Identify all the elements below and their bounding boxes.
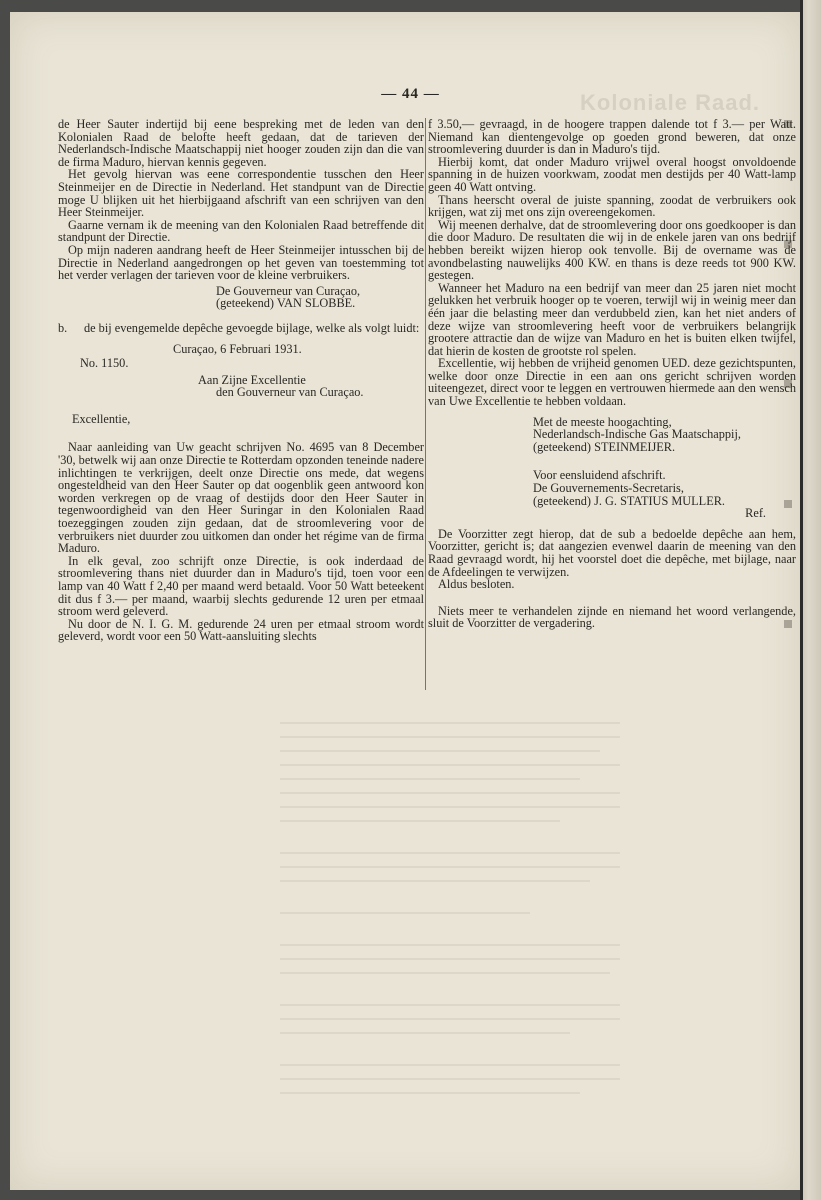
paragraph: Thans heerscht overal de juiste spanning, zoodat de verbruikers ook krijgen, wat zij met ons zijn overeengekomen.: [428, 192, 796, 220]
list-item: [58, 322, 424, 335]
paragraph: de Heer Sauter indertijd bij eene bespreking met de leden van den Kolonialen Raad de belofte heeft gedaan, dat de tarieven der Nederlandsch-Indische Maatschappij niet hooger zouden zijn dan die van de firma Maduro, hiervan kennis gegeven.: [58, 117, 424, 169]
letter-closing: Nederlandsch-Indische Gas Maatschappij,: [533, 427, 741, 442]
letter-date: Curaçao, 6 Februari 1931.: [173, 341, 302, 356]
letter-number: No. 1150.: [80, 356, 129, 371]
right-column: [428, 118, 796, 630]
binding-spine: [800, 0, 803, 1200]
left-column: [58, 118, 424, 643]
paragraph: Naar aanleiding van Uw geacht schrijven No. 4695 van 8 December '30, betwelk wij aan onze Directie te Rotterdam opzonden teneinde nadere inlichtingen te verkrijgen, deelt onze Directie ons mede, dat wegens ongesteldheid van den Heer Sauter op dat oogenblik geen antwoord kon worden verkregen op de vraag of destijds door den Heer Sauter in tegenwoordigheid van den Heer Suringar in den Kolonialen Raad toezeggingen zouden zijn gedaan, dat de stroomlevering voor de verbruikers niet duurder zou uitkomen dan onder het régime van de firma Maduro.: [58, 440, 424, 556]
copy-signature: (geteekend) J. G. STATIUS MULLER.: [533, 493, 725, 508]
adjacent-page-fragments: [778, 120, 800, 820]
paragraph: Gaarne vernam ik de meening van den Kolonialen Raad betreffende dit standpunt der Directie.: [58, 217, 424, 245]
paragraph: De Voorzitter zegt hierop, dat de sub a bedoelde depêche aan hem, Voorzitter, gericht is; dat aangezien evenwel daarin de meening van den Raad gevraagd wordt, hij het voorstel doet die depêche, met bijlage, naar de Afdeelingen te verwijzen.: [428, 526, 796, 579]
letter-closing: Met de meeste hoogachting,: [533, 414, 672, 429]
signature-name: (geteekend) VAN SLOBBE.: [216, 296, 356, 311]
paragraph: In elk geval, zoo schrijft onze Directie, is ook inderdaad de stroomlevering thans niet duurder dan in Maduro's tijd, toen voor een lamp van 40 Watt f 2,40 per maand werd betaald. Voor 50 Watt beteekent dit dus f 3.— per maand, waarbij slechts gedurende 12 uren per etmaal stroom werd geleverd.: [58, 553, 424, 619]
copy-note: De Gouvernements-Secretaris,: [533, 481, 684, 496]
letter-addressee: Aan Zijne Excellentie: [198, 372, 306, 387]
adjacent-page-edge: [800, 0, 821, 1200]
paragraph: f 3.50,— gevraagd, in de hoogere trappen dalende tot f 3.— per Watt. Niemand kan dientengevolge op goeden grond beweren, dat onze stroomlevering duurder is dan in Maduro's tijd.: [428, 117, 796, 157]
letter-salutation: Excellentie,: [72, 411, 131, 426]
copy-reference: Ref.: [745, 506, 766, 521]
copy-note: Voor eensluidend afschrift.: [533, 468, 666, 483]
letter-signature: (geteekend) STEINMEIJER.: [533, 439, 676, 454]
paragraph: Wij meenen derhalve, dat de stroomlevering door ons goedkooper is dan die door Maduro. De resultaten die wij in de enkele jaren van ons bedrijf hebben bereikt wijzen hierop ook tenvolle. Bij de overname was de avondbelasting nauwelijks 400 KW. en thans is deze reeds tot 900 KW. gestegen.: [428, 217, 796, 283]
paragraph: Excellentie, wij hebben de vrijheid genomen UED. deze gezichtspunten, welke door onze Directie in een aan ons gericht schrijven worden uiteengezet, direct voor te leggen en vertrouwen hiermede aan den wensch van Uwe Excellentie te hebben voldaan.: [428, 356, 796, 409]
bleed-through-title: Koloniale Raad.: [580, 90, 761, 115]
paragraph: Nu door de N. I. G. M. gedurende 24 uren per etmaal stroom wordt geleverd, wordt voor een 50 Watt-aansluiting slechts: [58, 616, 424, 644]
column-divider: [425, 118, 426, 690]
list-marker: b.: [58, 320, 68, 335]
letter-addressee: den Gouverneur van Curaçao.: [216, 385, 364, 400]
list-item-text: de bij evengemelde depêche gevoegde bijlage, welke als volgt luidt:: [84, 320, 420, 335]
paragraph: Aldus besloten.: [438, 577, 515, 592]
paragraph: Niets meer te verhandelen zijnde en niemand het woord verlangende, sluit de Voorzitter de vergadering.: [428, 603, 796, 631]
signature-title: De Gouverneur van Curaçao,: [216, 283, 361, 298]
bleed-through-text: [50, 712, 790, 1172]
page-number: — 44 —: [381, 86, 440, 102]
paragraph: Wanneer het Maduro na een bedrijf van meer dan 25 jaren niet mocht gelukken het verbruik hooger op te voeren, terwijl wij in weinig meer dan één jaar die belasting meer dan verdubbeld zien, kan het niet anders of deze wijze van stroomlevering heeft voor de verbruikers belangrijk grootere attractie dan de wijze van Maduro en het is buiten elken twijfel, dat hierin de kosten de grootste rol spelen.: [428, 280, 796, 358]
paragraph: Op mijn naderen aandrang heeft de Heer Steinmeijer intusschen bij de Directie in Nederland aangedrongen op het geven van toestemming tot het verder verlagen der tarieven voor de kleine verbruikers.: [58, 242, 424, 283]
paragraph: Het gevolg hiervan was eene correspondentie tusschen den Heer Steinmeijer en de Directie in Nederland. Het standpunt van de Directie moge U blijken uit het hierbijgaand afschrift van een schrijven van den Heer Steinmeijer.: [58, 167, 424, 220]
paragraph: Hierbij komt, dat onder Maduro vrijwel overal hoogst onvoldoende spanning in de huizen voorkwam, zoodat men destijds per 40 Watt-lamp geen 40 Watt ontving.: [428, 154, 796, 194]
